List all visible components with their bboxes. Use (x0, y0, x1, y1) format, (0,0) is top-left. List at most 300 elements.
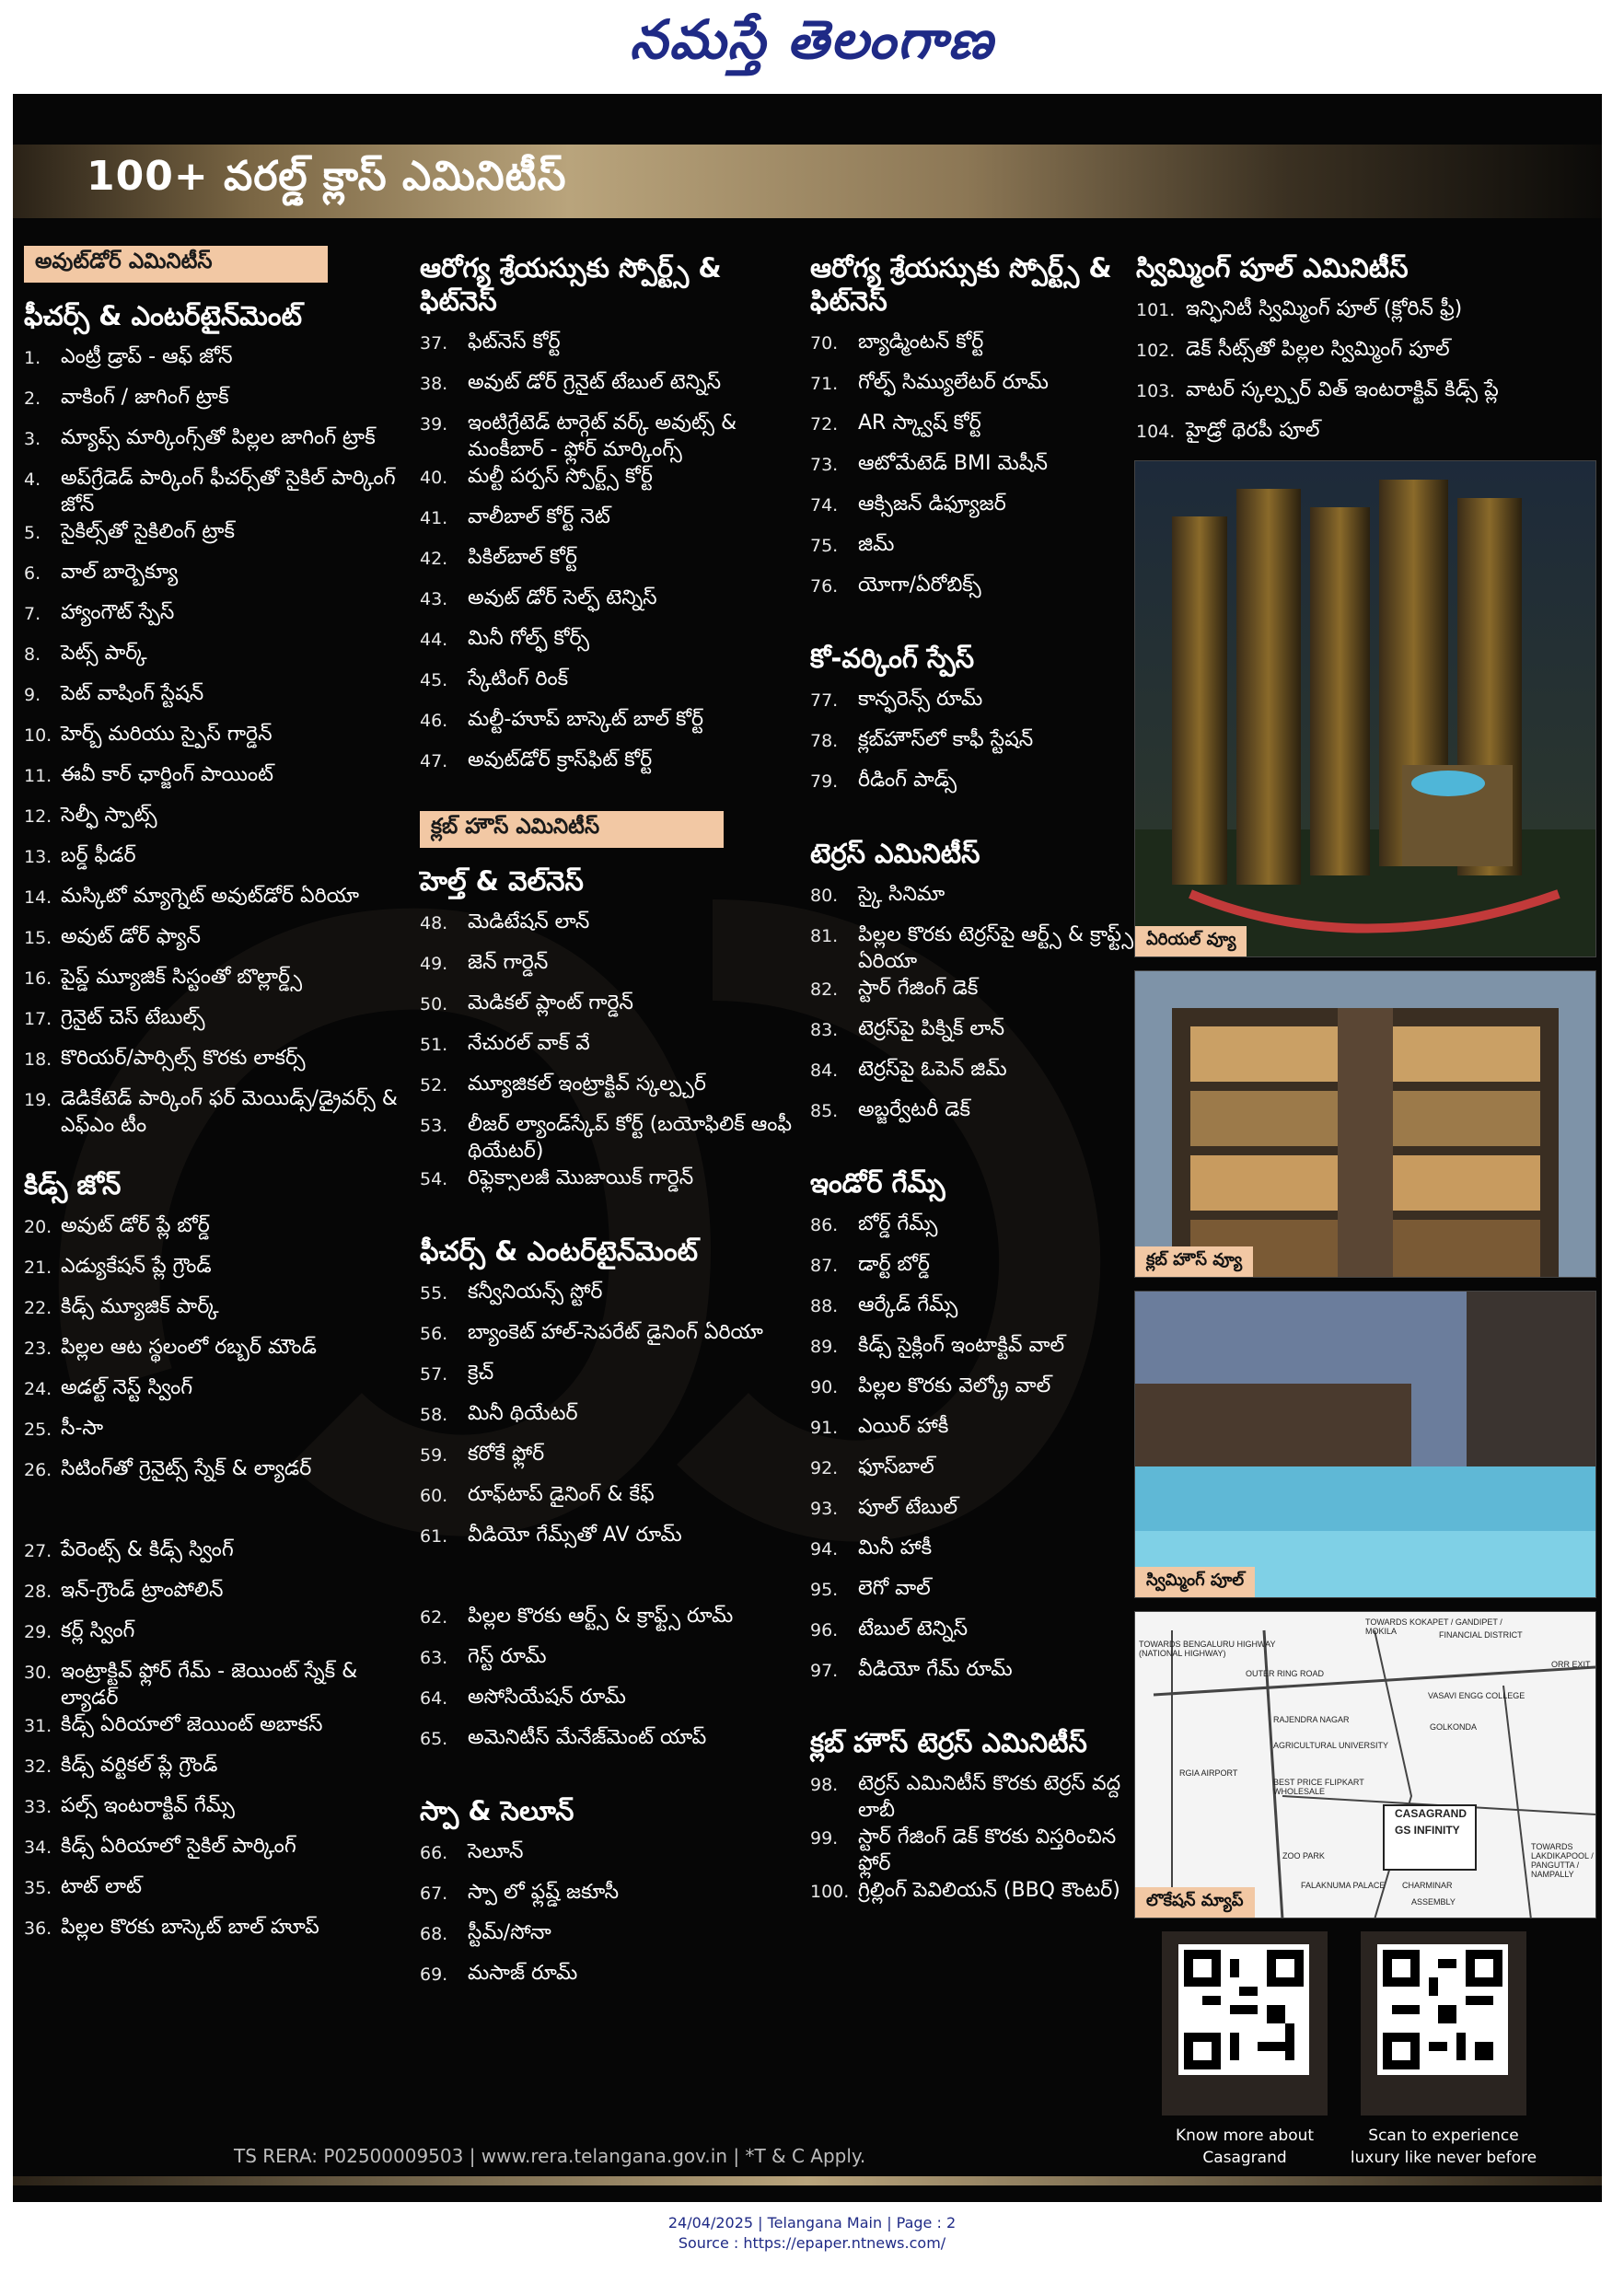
item-text: గ్రిల్లింగ్ పెవిలియన్ (BBQ కౌంటర్) (858, 1879, 1120, 1902)
list-item (420, 706, 806, 747)
item-number: 77. (810, 690, 839, 711)
map-label: TOWARDS KOKAPET / GANDIPET / MOKILA (1365, 1617, 1502, 1636)
list-item (420, 949, 806, 990)
list-item (420, 463, 806, 504)
item-number: 98. (810, 1775, 839, 1795)
item-text: గ్రెనైట్ చెస్ టేబుల్స్ (61, 1006, 205, 1029)
item-text: ఇన్ఫినిటీ స్విమ్మింగ్ పూల్ (క్లోరిన్ ఫ్రీ) (1186, 297, 1463, 320)
item-number: 7. (24, 604, 41, 624)
item-text: మల్టీ పర్పస్ స్పోర్ట్స్ కోర్ట్ (468, 465, 653, 488)
item-number: 42. (420, 549, 448, 569)
list-item (24, 343, 411, 384)
item-text: రిఫ్లెక్సాలజీ మొజాయిక్ గార్డెన్ (468, 1166, 694, 1189)
clubhouse-illustration (1135, 971, 1596, 1278)
item-text: కిడ్స్ సైక్లింగ్ ఇంటాక్టివ్ వాల్ (858, 1334, 1065, 1357)
list-col2-e (420, 1838, 806, 2000)
item-number: 9. (24, 685, 41, 705)
location-map (1134, 1611, 1596, 1918)
item-number: 48. (420, 913, 448, 933)
item-number: 65. (420, 1729, 448, 1749)
masthead (0, 0, 1624, 92)
section-heading: స్విమ్మింగ్ పూల్ ఎమినిటీస్ (1136, 252, 1409, 284)
section-tag-outdoor: అవుట్‌డోర్ ఎమినిటీస్ (24, 246, 328, 283)
item-number: 4. (24, 469, 41, 490)
list-item (810, 975, 1151, 1015)
item-text: ఇంట్రాక్టివ్ ఫ్లోర్ గేమ్ - జెయింట్ స్నేక్ & ల్యాడర్ (61, 1660, 358, 1710)
list-item (420, 1165, 806, 1205)
item-number: 57. (420, 1364, 448, 1385)
item-number: 56. (420, 1324, 448, 1344)
list-item (24, 883, 411, 923)
item-number: 64. (420, 1688, 448, 1709)
item-number: 102. (1136, 341, 1176, 361)
list-item (810, 1056, 1151, 1096)
item-text: వాకింగ్ / జాగింగ్ ట్రాక్ (61, 386, 229, 409)
aerial-view-illustration (1135, 461, 1596, 957)
list-item (420, 1603, 806, 1643)
clubhouse-view-image (1134, 970, 1596, 1278)
swimming-pool-image (1134, 1291, 1596, 1598)
list-item (1136, 296, 1596, 336)
list-col3-d (810, 1211, 1151, 1697)
list-item (420, 1481, 806, 1522)
item-text: పిల్లల కొరకు బాస్కెట్ బాల్ హూప్ (61, 1916, 319, 1939)
list-item (810, 686, 1151, 726)
map-label: FINANCIAL DISTRICT (1439, 1630, 1523, 1640)
item-text: ఆక్సిజన్ డిఫ్యూజర్ (858, 493, 1006, 516)
item-text: ఫూస్‌బాల్ (858, 1455, 934, 1478)
list-col4-a (1136, 296, 1596, 458)
item-text: క్రెచ్ (468, 1362, 494, 1385)
item-number: 59. (420, 1445, 448, 1466)
item-text: కిడ్స్ ఏరియాలో సైకిల్ పార్కింగ్ (61, 1835, 296, 1858)
item-text: ఆటోమేటెడ్ BMI మెషీన్ (858, 452, 1048, 475)
item-number: 38. (420, 374, 448, 394)
list-item (24, 802, 411, 842)
list-item (810, 410, 1151, 450)
item-text: AR స్క్వాష్ కోర్ట్ (858, 412, 981, 435)
item-number: 104. (1136, 422, 1176, 442)
item-number: 55. (420, 1283, 448, 1304)
item-text: బోర్డ్ గేమ్స్ (858, 1212, 938, 1235)
list-item (24, 1212, 411, 1253)
item-text: హ్యాంగౌట్ స్పేస్ (61, 601, 175, 624)
section-tag-clubhouse: క్లబ్ హౌస్ ఎమినిటీస్ (420, 811, 724, 848)
list-item (24, 1415, 411, 1455)
item-text: జెన్ గార్డెన్ (468, 951, 549, 974)
item-number: 50. (420, 994, 448, 1014)
item-text: టెర్రస్ ఎమినిటీస్ కొరకు టెర్రస్ వద్ద లాబీ (858, 1772, 1121, 1822)
item-number: 85. (810, 1101, 839, 1121)
item-text: పికిల్‌బాల్ కోర్ట్ (468, 546, 577, 569)
item-text: యోగా/ఏరోబిక్స్ (858, 574, 981, 597)
item-number: 76. (810, 576, 839, 597)
list-item (24, 518, 411, 559)
item-text: పెట్ వాషింగ్ స్టేషన్ (61, 682, 204, 705)
footer-rule (13, 2176, 1602, 2185)
item-number: 31. (24, 1716, 52, 1736)
item-number: 53. (420, 1116, 448, 1136)
list-col3-c (810, 881, 1151, 1137)
item-text: లీజర్ ల్యాండ్‌స్కేప్ కోర్ట్ (బయోఫిలిక్ ఆంఫీ థియేటర్) (468, 1113, 793, 1163)
list-item (810, 922, 1151, 975)
list-item (420, 1279, 806, 1319)
item-text: డెక్ సీట్స్‌తో పిల్లల స్విమ్మింగ్ పూల్ (1186, 338, 1450, 361)
list-item (810, 1373, 1151, 1413)
list-col3-e (810, 1770, 1151, 1918)
list-item (24, 1711, 411, 1752)
list-item (1136, 336, 1596, 377)
page-footer-source[interactable]: Source : https://epaper.ntnews.com/ (678, 2234, 946, 2252)
list-item (24, 923, 411, 964)
item-text: వాలీబాల్ కోర్ట్ నెట్ (468, 505, 610, 528)
list-item (420, 1360, 806, 1400)
item-text: హైడ్రో థెరపీ పూల్ (1186, 419, 1320, 442)
item-text: కొరియర్/పార్సిల్స్ కొరకు లాకర్స్ (61, 1047, 306, 1070)
item-number: 93. (810, 1499, 839, 1519)
item-text: మల్టీ-హూప్ బాస్కెట్ బాల్ కోర్ట్ (468, 708, 704, 731)
item-text: టాట్ లాట్ (61, 1875, 143, 1898)
item-number: 14. (24, 887, 52, 908)
newspaper-title: నమస్తే తెలంగాణ (630, 7, 994, 71)
item-text: అబ్జర్వేటరీ డెక్ (858, 1098, 971, 1121)
item-number: 61. (420, 1526, 448, 1547)
list-item (420, 329, 806, 369)
list-item (810, 1535, 1151, 1575)
item-number: 40. (420, 468, 448, 488)
list-item (810, 1454, 1151, 1494)
item-number: 1. (24, 348, 41, 368)
item-text: స్టీమ్/సోనా (468, 1921, 551, 1944)
item-text: అమెనిటీస్ మేనేజ్‌మెంట్ యాప్ (468, 1726, 707, 1749)
list-item (810, 881, 1151, 922)
list-item (810, 1292, 1151, 1332)
list-item (810, 1015, 1151, 1056)
map-label: CHARMINAR (1402, 1881, 1453, 1890)
item-number: 27. (24, 1541, 52, 1561)
aerial-view-image (1134, 460, 1596, 957)
item-number: 29. (24, 1622, 52, 1642)
list-item (810, 1770, 1151, 1824)
list-item (420, 1319, 806, 1360)
item-number: 96. (810, 1620, 839, 1640)
item-number: 25. (24, 1420, 52, 1440)
item-text: అవుట్ డోర్ ప్లే బోర్డ్ (61, 1214, 210, 1237)
list-col3-b (810, 686, 1151, 807)
list-item (24, 1536, 411, 1577)
item-text: పేరెంట్స్ & కిడ్స్ స్వింగ్ (61, 1538, 234, 1561)
list-item (420, 747, 806, 787)
list-item (810, 1575, 1151, 1616)
list-item (420, 1879, 806, 1919)
page-footer (0, 2213, 1624, 2254)
item-text: మినీ థియేటర్ (468, 1402, 578, 1425)
item-text: పిల్లల కొరకు ఆర్ట్స్ & క్రాఫ్ట్స్ రూమ్ (468, 1605, 734, 1628)
list-item (420, 369, 806, 410)
list-item (24, 1374, 411, 1415)
item-number: 46. (420, 711, 448, 731)
item-number: 43. (420, 589, 448, 609)
list-col2-d (420, 1603, 806, 1765)
item-text: కన్వీనియన్స్ స్టోర్ (468, 1281, 603, 1304)
map-label: ASSEMBLY (1411, 1897, 1456, 1907)
item-number: 71. (810, 374, 839, 394)
list-item (810, 1494, 1151, 1535)
list-item (810, 1656, 1151, 1697)
item-number: 95. (810, 1580, 839, 1600)
item-number: 83. (810, 1020, 839, 1040)
list-item (24, 1253, 411, 1293)
list-item (420, 1919, 806, 1960)
map-label: TOWARDS BENGALURU HIGHWAY (NATIONAL HIGHWAY) (1139, 1640, 1276, 1658)
item-text: ఈవీ కార్ ఛార్జింగ్ పాయింట్ (61, 763, 274, 786)
list-item (420, 1522, 806, 1562)
item-number: 62. (420, 1607, 448, 1628)
list-item (420, 1838, 806, 1879)
list-item (24, 680, 411, 721)
item-text: రూఫ్‌టాప్ డైనింగ్ & కేఫ్ (468, 1483, 655, 1506)
list-item (24, 1004, 411, 1045)
item-number: 28. (24, 1582, 52, 1602)
item-text: స్టార్ గేజింగ్ డెక్ (858, 977, 979, 1000)
item-text: ఎడ్యుకేషన్ ప్లే గ్రౌండ్ (61, 1255, 212, 1278)
qr-left-caption: Know more about Casagrand (1175, 2127, 1315, 2167)
item-number: 103. (1136, 381, 1176, 401)
list-item (24, 1914, 411, 1954)
list-item (420, 1400, 806, 1441)
list-item (420, 666, 806, 706)
item-text: అప్‌గ్రేడెడ్ పార్కింగ్ ఫీచర్స్‌తో సైకిల్ పార్కింగ్ జోన్ (61, 467, 396, 516)
list-item (420, 504, 806, 544)
list-item (420, 625, 806, 666)
item-number: 87. (810, 1256, 839, 1276)
item-number: 99. (810, 1828, 839, 1849)
item-text: సైకిల్స్‌తో సైకిలింగ్ ట్రాక్ (61, 520, 236, 543)
item-text: పిల్లల ఆట స్థలంలో రబ్బర్ మౌండ్ (61, 1336, 317, 1359)
section-heading: స్పా & సెలూన్ (420, 1795, 574, 1826)
list-item (810, 1251, 1151, 1292)
list-item (420, 410, 806, 463)
item-number: 86. (810, 1215, 839, 1235)
list-col2-c (420, 1279, 806, 1562)
item-number: 19. (24, 1090, 52, 1110)
item-number: 69. (420, 1965, 448, 1985)
item-number: 8. (24, 644, 41, 665)
item-text: సీ-సా (61, 1417, 104, 1440)
item-text: మినీ హాకీ (858, 1536, 933, 1559)
item-text: వాటర్ స్కల్ప్చర్ విత్ ఇంటరాక్టివ్ కిడ్స్ ప్లే (1186, 378, 1499, 401)
map-label: OUTER RING ROAD (1246, 1669, 1325, 1678)
swimming-pool-label: స్విమ్మింగ్ పూల్ (1135, 1567, 1255, 1597)
list-item (24, 1792, 411, 1833)
item-number: 21. (24, 1258, 52, 1278)
list-item (420, 1643, 806, 1684)
item-number: 72. (810, 414, 839, 435)
map-label: ORR EXIT (1551, 1660, 1591, 1669)
list-item (24, 1752, 411, 1792)
item-text: ఇన్-గ్రౌండ్ ట్రాంపోలిన్ (61, 1579, 224, 1602)
list-item (810, 1824, 1151, 1877)
item-text: అవుట్ డోర్ ఫ్యాన్ (61, 925, 201, 948)
item-text: మెడిటేషన్ లాన్ (468, 910, 590, 933)
item-number: 97. (810, 1661, 839, 1681)
list-col1-a (24, 343, 411, 1139)
map-label: RGIA AIRPORT (1179, 1768, 1238, 1778)
section-heading: ఫీచర్స్ & ఎంటర్‌టైన్‌మెంట్ (24, 300, 302, 331)
item-text: స్కై సినిమా (858, 883, 945, 906)
column-sports (420, 246, 806, 2004)
item-number: 47. (420, 751, 448, 771)
list-item (810, 450, 1151, 491)
item-text: అవుట్‌డోర్ క్రాస్‌ఫిట్ కోర్ట్ (468, 748, 653, 771)
item-text: టేబుల్ టెన్నిస్ (858, 1617, 969, 1640)
map-label: AGRICULTURAL UNIVERSITY (1273, 1741, 1389, 1750)
item-text: జిమ్ (858, 533, 895, 556)
section-heading: కిడ్స్ జోన్ (24, 1169, 122, 1200)
banner (13, 145, 1602, 218)
item-number: 37. (420, 333, 448, 354)
item-text: కరోకే ఫ్లోర్ (468, 1443, 545, 1466)
list-item (1136, 377, 1596, 417)
list-item (24, 1833, 411, 1873)
section-heading: హెల్త్ & వెల్‌నెస్ (420, 865, 584, 897)
item-number: 52. (420, 1075, 448, 1095)
list-item (810, 572, 1151, 612)
section-heading: ఆరోగ్య శ్రేయస్సుకు స్పోర్ట్స్ & ఫిట్‌నెస్ (810, 252, 1112, 317)
item-number: 67. (420, 1884, 448, 1904)
map-labels (1135, 1612, 1596, 1918)
list-item (420, 1030, 806, 1071)
list-item (24, 1577, 411, 1617)
list-item (420, 544, 806, 585)
item-text: ఫిట్‌నెస్ కోర్ట్ (468, 330, 561, 354)
map-label: ZOO PARK (1282, 1851, 1325, 1860)
item-number: 101. (1136, 300, 1176, 320)
item-text: కిడ్స్ వర్టికల్ ప్లే గ్రౌండ్ (61, 1754, 218, 1777)
column-outdoor (24, 246, 411, 1958)
item-text: గెస్ట్ రూమ్ (468, 1645, 547, 1668)
list-item (24, 761, 411, 802)
list-item (810, 369, 1151, 410)
item-number: 68. (420, 1924, 448, 1944)
item-text: టెర్రస్‌పై ఓపెన్ జిమ్ (858, 1058, 1007, 1081)
list-item (420, 1441, 806, 1481)
item-number: 6. (24, 563, 41, 584)
item-text: పిల్లల కొరకు వెల్క్రో వాల్ (858, 1374, 1051, 1397)
item-text: ఎంట్రీ డ్రాప్ - ఆఫ్ జోన్ (61, 345, 233, 368)
advertisement (13, 94, 1602, 2202)
item-number: 74. (810, 495, 839, 516)
qr-code-left-icon[interactable] (1178, 1944, 1309, 2075)
item-number: 94. (810, 1539, 839, 1559)
item-text: డార్ట్ బోర్డ్ (858, 1253, 930, 1276)
item-text: అసోసియేషన్ రూమ్ (468, 1686, 626, 1709)
item-number: 84. (810, 1061, 839, 1081)
list-item (420, 1111, 806, 1165)
item-number: 35. (24, 1878, 52, 1898)
list-item (810, 491, 1151, 531)
page-footer-date: 24/04/2025 | Telangana Main | Page : 2 (667, 2214, 957, 2231)
item-text: అవుట్ డోర్ సెల్ఫ్ టెన్నిస్ (468, 586, 657, 609)
item-text: కాన్ఫరెన్స్ రూమ్ (858, 688, 983, 711)
section-heading: ఆరోగ్య శ్రేయస్సుకు స్పోర్ట్స్ & ఫిట్‌నెస్ (420, 252, 722, 317)
item-number: 16. (24, 968, 52, 989)
item-text: ఎయిర్ హాకీ (858, 1415, 949, 1438)
item-number: 89. (810, 1337, 839, 1357)
item-number: 33. (24, 1797, 52, 1817)
item-number: 30. (24, 1663, 52, 1683)
section-heading: టెర్రస్ ఎమినిటీస్ (810, 838, 980, 869)
list-item (24, 1455, 411, 1496)
item-text: బ్యాంకెట్ హాల్-సెపరేట్ డైనింగ్ ఏరియా (468, 1321, 763, 1344)
pool-illustration (1135, 1292, 1596, 1598)
map-label: VASAVI ENGG COLLEGE (1428, 1691, 1525, 1700)
item-text: వాల్ బార్బెక్యూ (61, 561, 179, 584)
item-text: మినీ గోల్ఫ్ కోర్స్ (468, 627, 590, 650)
list-item (24, 721, 411, 761)
item-number: 36. (24, 1918, 52, 1939)
item-text: డెడికేటెడ్ పార్కింగ్ ఫర్ మెయిడ్స్/డ్రైవర్స్ & ఎఫ్ఎం టీం (61, 1087, 398, 1137)
list-item (420, 585, 806, 625)
list-item (24, 1293, 411, 1334)
item-text: స్పా లో ఫ్లష్డ్ జకూసీ (468, 1881, 620, 1904)
item-number: 44. (420, 630, 448, 650)
list-item (24, 1873, 411, 1914)
list-item (24, 640, 411, 680)
item-text: బర్డ్ ఫీడర్ (61, 844, 136, 867)
list-item (420, 1724, 806, 1765)
section-heading: ఇండోర్ గేమ్స్ (810, 1167, 945, 1199)
item-text: పైప్డ్ మ్యూజిక్ సిస్టంతో బొల్లార్డ్స్ (61, 966, 303, 989)
list-item (24, 964, 411, 1004)
item-text: సెల్ఫీ స్పాట్స్ (61, 804, 157, 827)
list-item (810, 1332, 1151, 1373)
list-item (810, 767, 1151, 807)
section-heading: ఫీచర్స్ & ఎంటర్‌టైన్‌మెంట్ (420, 1235, 698, 1267)
list-item (810, 329, 1151, 369)
rera-footer: TS RERA: P02500009503 | www.rera.telangana.gov.in | *T & C Apply. (234, 2145, 866, 2167)
item-text: పిల్లల కొరకు టెర్రస్‌పై ఆర్ట్స్ & క్రాఫ్ట్స్ ఏరియా (858, 923, 1134, 973)
item-number: 80. (810, 886, 839, 906)
map-label: CASAGRAND (1395, 1807, 1467, 1820)
item-text: కిడ్స్ మ్యూజిక్ పార్క్ (61, 1295, 219, 1318)
list-item (24, 1617, 411, 1658)
item-text: సిటింగ్‌తో గ్రెనైట్స్ స్నేక్ & ల్యాడర్ (61, 1457, 312, 1480)
list-item (810, 1616, 1151, 1656)
item-text: నేచురల్ వాక్ వే (468, 1032, 590, 1055)
list-item (24, 1085, 411, 1139)
qr-code-right-icon[interactable] (1377, 1944, 1508, 2075)
item-text: ఆర్కేడ్ గేమ్స్ (858, 1293, 958, 1316)
item-number: 79. (810, 771, 839, 792)
item-number: 26. (24, 1460, 52, 1480)
item-number: 20. (24, 1217, 52, 1237)
map-label: GS INFINITY (1395, 1824, 1460, 1837)
item-number: 54. (420, 1169, 448, 1189)
item-text: రీడింగ్ పాడ్స్ (858, 769, 957, 792)
item-text: అడల్ట్ నెస్ట్ స్వింగ్ (61, 1376, 193, 1399)
item-number: 32. (24, 1756, 52, 1777)
map-label: TOWARDS LAKDIKAPOOL / PANGUTTA / NAMPALLY (1531, 1842, 1594, 1879)
item-number: 13. (24, 847, 52, 867)
item-text: హెర్బ్ మరియు స్పైస్ గార్డెన్ (61, 723, 273, 746)
item-number: 100. (810, 1882, 850, 1902)
item-number: 41. (420, 508, 448, 528)
list-item (24, 842, 411, 883)
item-text: కర్ల్ స్వింగ్ (61, 1619, 135, 1642)
list-item (810, 1877, 1151, 1918)
list-item (420, 909, 806, 949)
